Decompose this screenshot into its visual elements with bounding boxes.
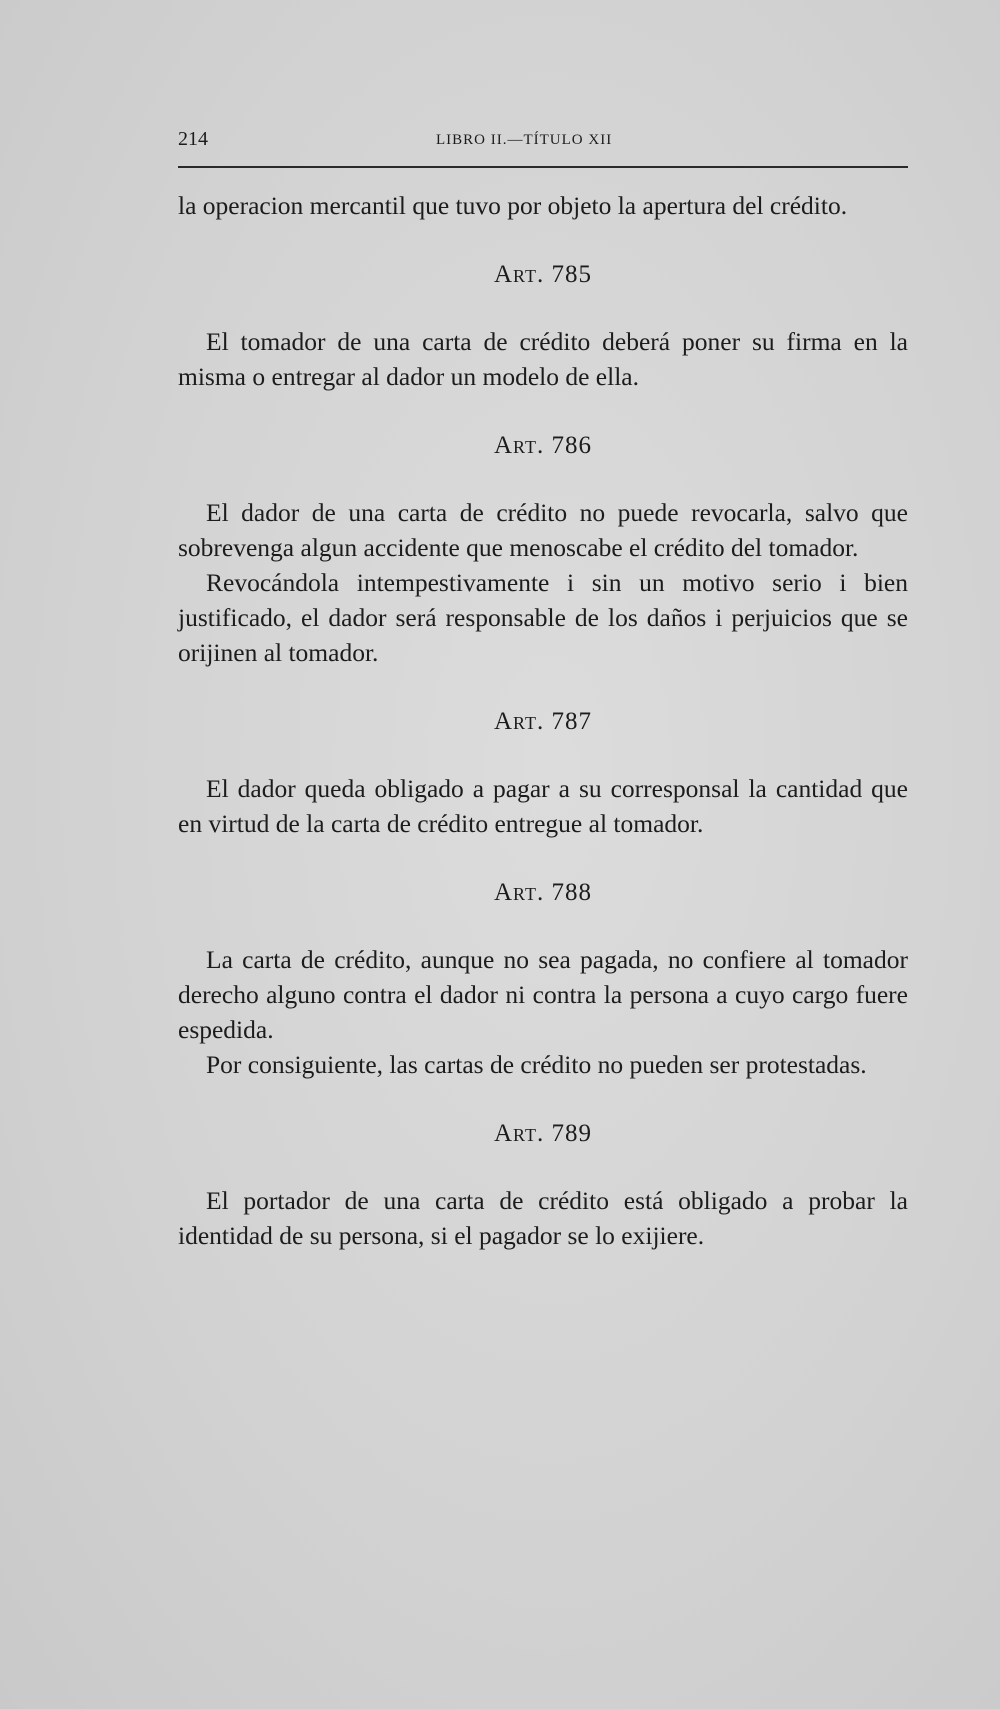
article-heading: Art. 788 xyxy=(494,879,592,906)
article-paragraph: El dador de una carta de crédito no puede revocarla, salvo que sobrevenga algun accidente que menoscabe el crédito del tomador. xyxy=(178,498,908,562)
article-785 xyxy=(178,257,908,394)
article-787 xyxy=(178,704,908,841)
header-rule xyxy=(178,166,908,168)
article-paragraph: Revocándola intempestivamente i sin un motivo serio i bien justificado, el dador será responsable de los daños i perjuicios que se orijinen al tomador. xyxy=(178,568,908,667)
article-786 xyxy=(178,428,908,670)
article-paragraph: Por consiguiente, las cartas de crédito no pueden ser protestadas. xyxy=(206,1050,867,1079)
article-heading: Art. 786 xyxy=(494,432,592,459)
article-paragraph: El portador de una carta de crédito está obligado a probar la identidad de su persona, si el pagador se lo exijiere. xyxy=(178,1186,908,1250)
article-paragraph: La carta de crédito, aunque no sea pagada, no confiere al tomador derecho alguno contra el dador ni contra la persona a cuyo cargo fuere espedida. xyxy=(178,945,908,1044)
article-heading: Art. 785 xyxy=(494,261,592,288)
page-body xyxy=(178,188,908,1253)
article-789 xyxy=(178,1116,908,1253)
intro-paragraph: la operacion mercantil que tuvo por objeto la apertura del crédito. xyxy=(178,191,848,220)
running-head: LIBRO II.—TÍTULO XII xyxy=(436,132,613,148)
article-heading: Art. 787 xyxy=(494,708,592,735)
article-788 xyxy=(178,875,908,1082)
page-number: 214 xyxy=(178,128,208,150)
page-header xyxy=(178,128,908,158)
article-paragraph: El dador queda obligado a pagar a su corresponsal la cantidad que en virtud de la carta de crédito entregue al tomador. xyxy=(178,774,908,838)
article-heading: Art. 789 xyxy=(494,1120,592,1147)
article-paragraph: El tomador de una carta de crédito deberá poner su firma en la misma o entregar al dador un modelo de ella. xyxy=(178,327,908,391)
